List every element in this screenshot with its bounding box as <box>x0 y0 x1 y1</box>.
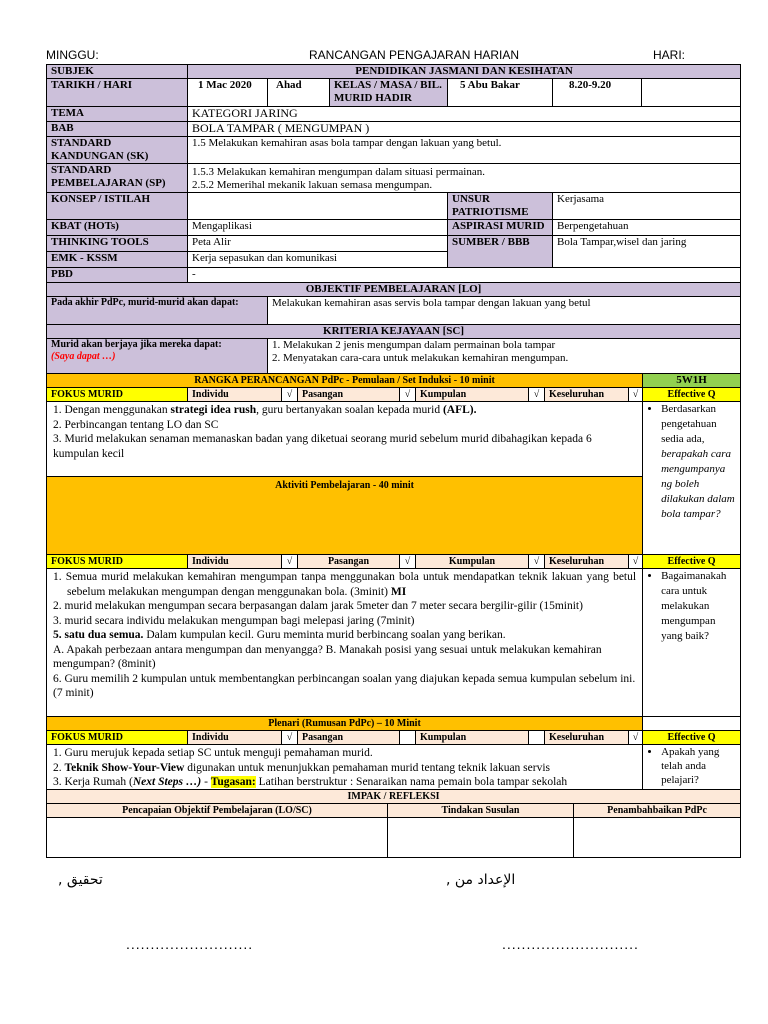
rangka-title: RANGKA PERANCANGAN PdPc - Pemulaan / Set Induksi - 10 minit <box>47 374 643 388</box>
kelas-label: KELAS / MASA / BIL. MURID HADIR <box>330 79 448 107</box>
kumpulan-check-3 <box>529 731 545 745</box>
keseluruhan-label-2: Keseluruhan <box>545 555 629 569</box>
induksi-step-3: 3. Murid melakukan senaman memanaskan badan yang diketuai seorang murid sebelum murid dibahagikan kepada 6 kumpulan kecil <box>53 433 592 460</box>
kriteria-item-1: 1. Melakukan 2 jenis mengumpan dalam permainan bola tampar <box>272 339 556 351</box>
minggu-label: MINGGU: <box>46 48 99 62</box>
kriteria-label-red: (Saya dapat …) <box>51 351 116 362</box>
plenari-step-3-tugasan: Tugasan: <box>210 776 256 788</box>
kumpulan-label-2: Kumpulan <box>416 555 529 569</box>
effective-q-1-b: , berapakah cara mengumpanya ng boleh dilakukan dalam bola tampar? <box>661 433 735 520</box>
keseluruhan-label-3: Keseluruhan <box>545 731 629 745</box>
aktiviti-step-1-mi: MI <box>390 585 407 598</box>
induksi-step-2: 2. Perbincangan tentang LO dan SC <box>53 418 219 431</box>
konsep-value <box>188 193 448 220</box>
objektif-label: Pada akhir PdPc, murid-murid akan dapat: <box>47 297 268 325</box>
keseluruhan-check-1: √ <box>629 388 643 402</box>
individu-check-1: √ <box>282 388 298 402</box>
fokus-label-2: FOKUS MURID <box>47 555 188 569</box>
individu-check-2: √ <box>282 555 298 569</box>
bab-label: BAB <box>47 122 188 137</box>
sk-label: STANDARD KANDUNGAN (SK) <box>47 137 188 164</box>
impak-title: IMPAK / REFLEKSI <box>47 790 741 804</box>
keseluruhan-check-2: √ <box>629 555 643 569</box>
impak-col-2: Tindakan Susulan <box>388 804 574 818</box>
footer-right-dots: ............................ <box>502 936 639 952</box>
kriteria-item-2: 2. Menyatakan cara-cara untuk melakukan kemahiran mengumpan. <box>272 352 569 364</box>
effective-q-list-1 <box>647 402 736 522</box>
aktiviti-step-2: 2. murid melakukan mengumpan secara berpasangan dalam jarak 5meter dan 7 meter secara bergilir-gilir (15minit) <box>53 600 583 612</box>
emk-label: EMK - KSSM <box>47 252 188 268</box>
hari-label: HARI: <box>653 48 686 62</box>
effective-q-list-2 <box>647 569 736 644</box>
induksi-step-1-a: 1. Dengan menggunakan <box>53 404 171 416</box>
individu-label-2: Individu <box>188 555 282 569</box>
kelas-value: 5 Abu Bakar <box>448 79 553 107</box>
plenari-title: Plenari (Rumusan PdPc) – 10 Minit <box>47 717 643 731</box>
info-table <box>46 64 741 379</box>
plenari-step-3-e: Latihan berstruktur : Senaraikan nama pemain bola tampar sekolah <box>255 776 568 788</box>
effective-q-3: • Apakah yang telah anda pelajari? <box>661 745 736 787</box>
effective-q-1-a: Berdasarkan pengetahuan sedia ada <box>661 403 717 445</box>
induksi-step-1-c: , guru bertanyakan soalan kepada murid <box>256 404 443 416</box>
pasangan-label-1: Pasangan <box>298 388 400 402</box>
kumpulan-check-1: √ <box>529 388 545 402</box>
impak-cell-3 <box>574 818 741 858</box>
plenari-step-2-bold: Teknik Show-Your-View <box>64 761 185 774</box>
plenari-step-3-c: - <box>201 776 211 788</box>
aktiviti-step-5-bold: 5. satu dua semua. <box>53 629 144 641</box>
plenari-step-3-a: 3. Kerja Rumah ( <box>53 776 133 788</box>
objektif-title: OBJEKTIF PEMBELAJARAN [LO] <box>47 283 741 297</box>
aktiviti-question-a: A. Apakah perbezaan antara mengumpan dan menyangga? B. Manakah posisi yang sesuai untuk melakukan kemahiran mengumpan? (8minit) <box>53 643 602 670</box>
impak-col-3: Penambahbaikan PdPc <box>574 804 741 818</box>
plenari-step-1: 1. Guru merujuk kepada setiap SC untuk menguji pemahaman murid. <box>53 747 373 759</box>
effective-q-cell-3 <box>643 745 741 792</box>
bab-value: BOLA TAMPAR ( MENGUMPAN ) <box>188 122 741 137</box>
aktiviti-title: Aktiviti Pembelajaran - 40 minit <box>47 476 642 554</box>
pasangan-label-2: Pasangan <box>298 555 400 569</box>
aktiviti-step-3: 3. murid secara individu melakukan mengumpan bagi melepasi jaring (7minit) <box>53 614 415 627</box>
aktiviti-step-5-text: Dalam kumpulan kecil. Guru meminta murid berbincang soalan yang berikan. <box>143 629 506 641</box>
effective-q-label-1: Effective Q <box>643 388 741 402</box>
sumber-label: SUMBER / BBB <box>448 236 553 268</box>
pbd-value: - <box>188 268 741 283</box>
patriotisme-label: UNSUR PATRIOTISME <box>448 193 553 220</box>
induksi-step-1-strategy: strategi idea rush <box>170 404 257 416</box>
plenari-step-2-text: digunakan untuk menunjukkan pemahaman murid tentang teknik lakuan servis <box>184 761 551 774</box>
effective-q-list-3 <box>647 745 736 787</box>
sp-line-1: 1.5.3 Melakukan kemahiran mengumpan dalam situasi permainan. <box>192 166 485 178</box>
pasangan-check-2: √ <box>400 555 416 569</box>
pbd-label: PBD <box>47 268 188 283</box>
effective-q-label-3: Effective Q <box>643 731 741 745</box>
patriotisme-value: Kerjasama <box>553 193 741 220</box>
page-title: RANCANGAN PENGAJARAN HARIAN <box>309 48 520 62</box>
effective-q-label-2: Effective Q <box>643 555 741 569</box>
pasangan-check-1: √ <box>400 388 416 402</box>
sp-line-2: 2.5.2 Memerihal mekanik lakuan semasa mengumpan. <box>192 179 433 191</box>
kriteria-label: Murid akan berjaya jika mereka dapat: <box>51 339 222 350</box>
plenari-step-2-num: 2. <box>53 761 65 774</box>
individu-check-3: √ <box>282 731 298 745</box>
aktiviti-content <box>47 569 643 717</box>
induksi-step-1-afl: (AFL). <box>442 404 477 416</box>
fokus-label-1: FOKUS MURID <box>47 388 188 402</box>
sp-value <box>188 164 741 193</box>
impak-cell-2 <box>388 818 574 858</box>
plenari-side-empty <box>643 717 741 731</box>
aspirasi-label: ASPIRASI MURID <box>448 220 553 236</box>
keseluruhan-label-1: Keseluruhan <box>545 388 629 402</box>
w1h-header: 5W1H <box>643 374 741 388</box>
footer-right-label: الإعداد من , <box>446 872 516 888</box>
kumpulan-check-2: √ <box>529 555 545 569</box>
aktiviti-step-1 <box>53 570 636 599</box>
sk-value: 1.5 Melakukan kemahiran asas bola tampar dengan lakuan yang betul. <box>188 137 741 164</box>
effective-q-cell-2 <box>643 569 741 717</box>
effective-q-1 <box>661 402 736 522</box>
induksi-content <box>47 402 643 555</box>
tema-label: TEMA <box>47 107 188 122</box>
sumber-value: Bola Tampar,wisel dan jaring <box>553 236 741 268</box>
pasangan-label-3: Pasangan <box>298 731 400 745</box>
induksi-step-1 <box>53 403 636 418</box>
thinking-value: Peta Alir <box>188 236 448 252</box>
pasangan-check-3 <box>400 731 416 745</box>
impak-table <box>46 789 741 858</box>
impak-col-1: Pencapaian Objektif Pembelajaran (LO/SC) <box>47 804 388 818</box>
konsep-label: KONSEP / ISTILAH <box>47 193 188 220</box>
kumpulan-label-1: Kumpulan <box>416 388 529 402</box>
tarikh-value: 1 Mac 2020 <box>188 79 268 107</box>
thinking-label: THINKING TOOLS <box>47 236 188 252</box>
kbat-label: KBAT (HOTs) <box>47 220 188 236</box>
footer-left-label: تحقيق , <box>58 872 103 888</box>
kumpulan-label-3: Kumpulan <box>416 731 529 745</box>
hari-value: Ahad <box>268 79 330 107</box>
activity-table <box>46 373 741 792</box>
sp-label: STANDARD PEMBELAJARAN (SP) <box>47 164 188 193</box>
impak-cell-1 <box>47 818 388 858</box>
induksi-steps <box>47 402 642 476</box>
plenari-step-3-next: Next Steps …) <box>132 776 202 788</box>
individu-label-1: Individu <box>188 388 282 402</box>
fokus-label-3: FOKUS MURID <box>47 731 188 745</box>
aktiviti-step-6: 6. Guru memilih 2 kumpulan untuk membentangkan perbincangan soalan yang diajukan kepada semua kumpulan sebelum ini. (7 minit) <box>53 672 636 699</box>
keseluruhan-check-3: √ <box>629 731 643 745</box>
emk-value: Kerja sepasukan dan komunikasi <box>188 252 448 268</box>
plenari-step-2 <box>53 761 636 776</box>
tarikh-label: TARIKH / HARI <box>47 79 188 107</box>
subjek-value: PENDIDIKAN JASMANI DAN KESIHATAN <box>188 65 741 79</box>
subjek-label: SUBJEK <box>47 65 188 79</box>
aktiviti-step-5 <box>53 628 636 643</box>
plenari-step-3 <box>53 775 636 790</box>
masa-value: 8.20-9.20 <box>553 79 642 107</box>
empty-cell <box>642 79 741 107</box>
tema-value: KATEGORI JARING <box>188 107 741 122</box>
kriteria-title: KRITERIA KEJAYAAN [SC] <box>47 325 741 339</box>
aspirasi-value: Berpengetahuan <box>553 220 741 236</box>
effective-q-2: • Bagaimanakah cara untuk melakukan mengumpan yang baik? <box>661 569 736 644</box>
aktiviti-step-1-text: 1. Semua murid melakukan kemahiran mengumpan tanpa menggunakan bola untuk mendapatkan teknik lakuan yang betul sebelum melakukan mengumpan dengan menggunakan bola. (3minit) <box>53 571 637 598</box>
effective-q-cell-1 <box>643 402 741 555</box>
kbat-value: Mengaplikasi <box>188 220 448 236</box>
objektif-value: Melakukan kemahiran asas servis bola tampar dengan lakuan yang betul <box>268 297 741 325</box>
individu-label-3: Individu <box>188 731 282 745</box>
footer-left-dots: .......................... <box>126 936 254 952</box>
plenari-content <box>47 745 643 792</box>
